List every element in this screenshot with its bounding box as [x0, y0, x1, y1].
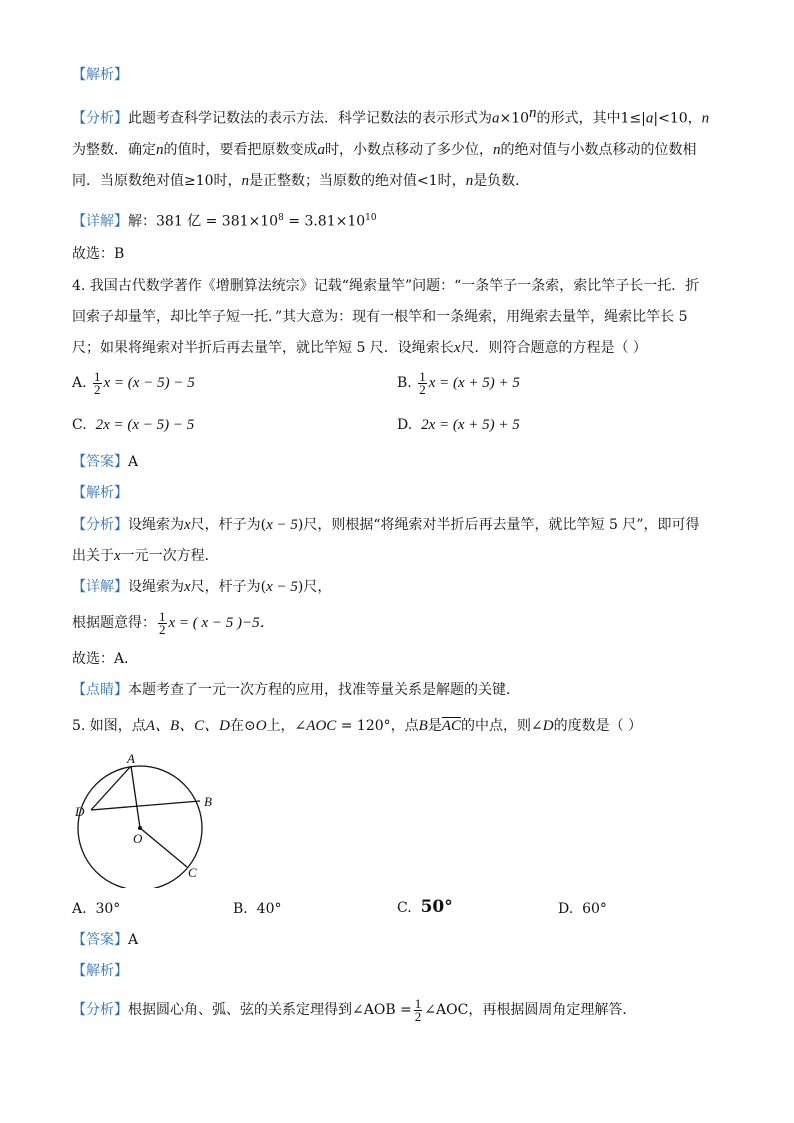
q5-stem: 5. 如图，点A、B、C、D在⊙O上，∠AOC = 120°，点B是$\overline{AC}$的中点，则∠D的度数是（ ）: [72, 718, 643, 734]
center-dot: [138, 826, 142, 830]
q3-detail: 【详解】解：381 亿 = $381\times 10^8 = 3.81\times 10^{10}$: [72, 213, 377, 230]
q5-jiexi-label: 【解析】: [72, 963, 128, 979]
q5-answer: 【答案】A: [72, 932, 139, 948]
q4-option-d: D. 2x = (x + 5) + 5: [397, 417, 520, 433]
point-label-d: D: [75, 804, 85, 819]
q4-option-b: B. $\frac{1}{2}$ x = (x + 5) + 5: [397, 368, 520, 397]
q3-analysis-line2: 为整数．确定n的值时，要看把原数变成a时，小数点移动了多少位，n的绝对值与小数点移动的位数相: [72, 142, 697, 158]
q5-option-a: A. 30°: [72, 901, 121, 917]
radius-oc: [140, 828, 187, 867]
point-label-a: A: [127, 751, 135, 766]
q5-analysis: 【分析】根据圆心角、弧、弦的关系定理得到∠AOB = $\frac{1}{2}$ ∠AOC，再根据圆周角定理解答．: [72, 995, 637, 1024]
point-label-c: C: [188, 865, 197, 880]
q4-stem-line1: 4. 我国古代数学著作《增删算法统宗》记载“绳索量竿”问题：“一条竿子一条索，索比竿子长一托．折: [72, 278, 700, 294]
q4-answer: 【答案】A: [72, 454, 139, 470]
q4-detail-line1: 【详解】设绳索为x尺，杆子为(x − 5)尺，: [72, 579, 332, 595]
point-label-o: O: [133, 831, 143, 846]
q4-option-c: C. 2x = (x − 5) − 5: [72, 417, 195, 433]
q4-stem-line2: 回索子却量竿，却比竿子短一托．”其大意为：现有一根竿和一条绳索，用绳索去量竿，绳索比竿长 5: [72, 309, 688, 325]
point-label-b: B: [204, 794, 212, 809]
q5-option-b: B. 40°: [233, 901, 282, 917]
q5-option-d: D. 60°: [558, 901, 607, 917]
q4-analysis-line1: 【分析】设绳索为x尺，杆子为(x − 5)尺，则根据“将绳索对半折后再去量竿，就比竿短 5 尺”，即可得: [72, 517, 700, 533]
q4-point: 【点睛】本题考查了一元一次方程的应用，找准等量关系是解题的关键．: [72, 682, 520, 698]
q4-choose: 故选：A．: [72, 651, 139, 667]
q4-analysis-line2: 出关于x一元一次方程．: [72, 548, 219, 564]
q4-jiexi-label: 【解析】: [72, 485, 128, 501]
radius-oa: [131, 766, 140, 828]
q3-choose: 故选：B: [72, 246, 125, 262]
q3-analysis-line1: 【分析】此题考查科学记数法的表示方法．科学记数法的表示形式为$a\times 10^n$的形式，其中1≤|a|<10，n: [72, 105, 710, 127]
q3-analysis-line3: 同．当原数绝对值≥10时，n是正整数；当原数的绝对值<1时，n是负数．: [72, 173, 530, 189]
circle-figure: [70, 748, 230, 888]
chord-db: [91, 801, 200, 810]
jiexi-label: 【解析】: [72, 67, 128, 83]
q4-stem-line3: 尺；如果将绳索对半折后再去量竿，就比竿短 5 尺．设绳索长x尺．则符合题意的方程是（ ）: [72, 340, 647, 356]
q4-option-a: A. $\frac{1}{2}$ x = (x − 5) − 5: [72, 368, 195, 397]
q4-detail-line2: 根据题意得： $\frac{1}{2}$ x = ( x − 5 )−5．: [72, 608, 275, 637]
q5-option-c: C. 50°: [397, 897, 453, 917]
